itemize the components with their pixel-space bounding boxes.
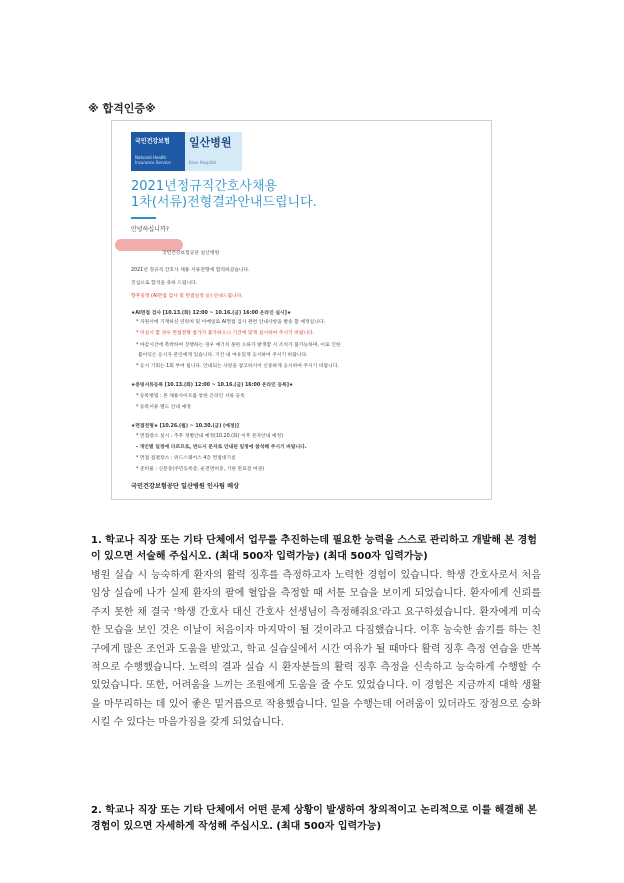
hospital-sub: Ilsan Hospital: [189, 160, 216, 165]
ai-item: * 미실시 할 경우 면접전형 참가가 불가하오니 기간에 맞게 실시하여 주시기 바랍니다.: [136, 331, 315, 336]
hospital-name: 일산병원: [189, 136, 232, 149]
ai-item: * 응시 기회는 1회 부여 됩니다. 안내되는 사항을 참고하시어 신중하게 응시하여 주시기 바랍니다.: [136, 364, 339, 369]
org-name: 국민건강보험: [135, 138, 170, 145]
answer-1: 병원 실습 시 능숙하게 환자의 활력 징후를 측정하고자 노력한 경험이 있습니다. 학생 간호사로서 처음 임상 실습에 나가 실제 환자의 팔에 혈압을 측정할 때 서툰 모습을 보이게 되었습니다. 환자에게 신뢰를 주지 못한 채 결국 '학생 간호사 대신 간호사 선생님이 측정해줘요'라고 요구하셨습니다. 환자에게 미숙한 모습을 보인 것은 이날이 처음이자 마지막이 될 것이라고 다짐했습니다. 이후 능숙한 솜기를 하는 친구에게 많은 조언과 도움을 받았고, 학교 실습실에서 시간 여유가 될 때마다 활력 징후 측정 연습을 반복적으로 수행했습니다. 노력의 결과 실습 시 환자분들의 활력 징후 측정을 신속하고 능숙하게 수행할 수 있었습니다. 또한, 어려움을 느끼는 조원에게 도움을 줄 수도 있었습니다. 이 경험은 지금까지 대학 생활을 마무리하는 데 있어 좋은 밑거름으로 작용했습니다. 일을 수행는데 어려움이 있더라도 장점으로 승화시킬 수 있다는 마음가짐을 갖게 되었습니다.: [91, 570, 541, 729]
headline-divider: [131, 217, 156, 219]
headline-line-1: 2021년정규직간호사채용: [131, 179, 278, 194]
result-line: 2021년 정규직 간호사 채용 서류전형에 합격하셨습니다.: [131, 268, 250, 273]
ai-item: * 마감시간에 촉박하여 진행하는 경우 예기치 못한 오류가 발생할 시 조치가 불가능하며, 이로 인한: [136, 343, 341, 348]
question-1: 1. 학교나 직장 또는 기타 단체에서 업무를 추진하는데 필요한 능력을 스스로 관리하고 개발해 본 경험이 있으면 서술해 주십시오. (최대 500자 입력가능) (최대 500자 입력가능): [91, 535, 537, 562]
ai-interview-title: ★AI면접 검사 [10.13.(화) 12:00 ~ 10.16.(금) 16:00 온라인 실시]★: [131, 311, 292, 316]
congrats-line: 진심으로 합격을 축하 드립니다.: [131, 281, 198, 286]
question-2: 2. 학교나 직장 또는 기타 단체에서 어떤 문제 상황이 발생하여 창의적이고 논리적으로 이를 해결해 본 경험이 있으면 자세하게 작성해 주십시오. (최대 500자 입력가능): [91, 805, 537, 832]
greeting: 안녕하십니까?: [131, 226, 169, 233]
org-sub: National Health Insurance Service: [135, 155, 171, 165]
interview-item: * 준비물 : 신분증(주민등록증, 운전면허증, 기한 만료전 여권): [136, 467, 265, 472]
email-headline: [131, 179, 317, 211]
ai-item: * 지원서에 기재하신 연락처 및 이메일로 AI면접 검사 관련 안내사항을 발송 할 예정입니다.: [136, 320, 326, 325]
section-header: ※ 합격인증※: [88, 102, 156, 115]
sender: 국민건강보험공단 일산병원: [162, 251, 220, 256]
docs-item: * 등록서류 별도 안내 예정: [136, 405, 191, 410]
nhis-logo-panel: [131, 132, 185, 171]
schedule-line: 향후일정 (AI면접 검사 및 면접일정 등) 안내드립니다.: [131, 294, 243, 299]
email-footer: 국민건강보험공단 일산병원 인사팀 배상: [131, 483, 240, 490]
headline-line-2: 1차(서류)전형결과안내드립니다.: [131, 195, 317, 210]
hospital-logo-panel: [185, 132, 242, 171]
interview-item: * 면접장소 실시 : 추후 개별안내 예정(10.20.(화) 이후 문자안내 예정): [136, 434, 284, 439]
hospital-logo: [131, 132, 242, 171]
interview-item: * 면접 집결장소 : 위드스퀘어스 4층 면접대기실: [136, 456, 236, 461]
ai-item: 불이익은 응시자 본인에게 있습니다. 기간 내 여유있게 응시하여 주시기 바랍니다.: [138, 353, 308, 358]
redacted-name-scribble: [115, 239, 183, 251]
acceptance-email-screenshot: [111, 120, 492, 500]
interview-item: - 개인별 일정에 다르므로, 반드시 문자로 안내된 일정에 참석해 주시기 바랍니다.: [136, 445, 307, 450]
interview-title: ★면접전형★ [10.26.(월) ~ 10.30.(금) (예정)]: [131, 424, 239, 429]
docs-title: ★증빙서류등록 [10.13.(화) 12:00 ~ 10.16.(금) 16:00 온라인 등록]★: [131, 383, 294, 388]
docs-item: * 등록방법 : 본 채용사이트를 통한 온라인 서류 등록: [136, 394, 245, 399]
